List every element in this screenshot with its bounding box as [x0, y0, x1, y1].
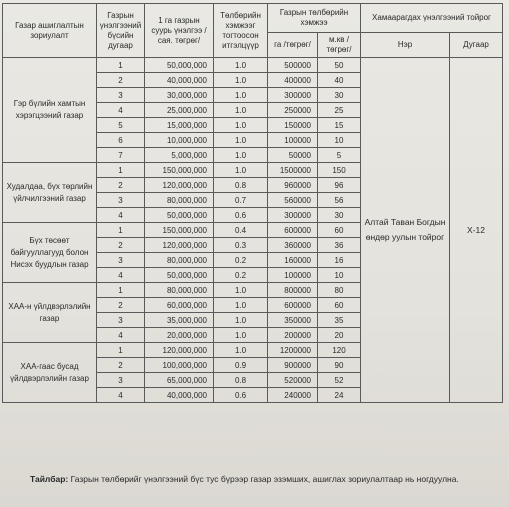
fee-ha-cell: 800000 — [268, 283, 318, 298]
fee-ha-cell: 350000 — [268, 313, 318, 328]
zone-cell: 1 — [97, 163, 145, 178]
fee-m2-cell: 5 — [318, 148, 361, 163]
fee-ha-cell: 50000 — [268, 148, 318, 163]
coefficient-cell: 1.0 — [214, 73, 268, 88]
fee-ha-cell: 200000 — [268, 328, 318, 343]
header-price-per-ha: 1 га газрын суурь үнэлгээ /сая. төгрөг/ — [145, 4, 214, 58]
fee-ha-cell: 300000 — [268, 88, 318, 103]
header-fee-group: Газрын төлбөрийн хэмжээ — [268, 4, 361, 33]
fee-ha-cell: 150000 — [268, 118, 318, 133]
land-fee-table — [2, 3, 503, 403]
price-cell: 120,000,000 — [145, 238, 214, 253]
coefficient-cell: 0.7 — [214, 193, 268, 208]
fee-m2-cell: 10 — [318, 268, 361, 283]
fee-ha-cell: 600000 — [268, 223, 318, 238]
zone-cell: 4 — [97, 268, 145, 283]
price-cell: 50,000,000 — [145, 268, 214, 283]
coefficient-cell: 1.0 — [214, 343, 268, 358]
fee-m2-cell: 24 — [318, 388, 361, 403]
fee-m2-cell: 80 — [318, 283, 361, 298]
header-coefficient: Төлбөрийн хэмжээг тогтоосон итгэлцүүр — [214, 4, 268, 58]
fee-m2-cell: 40 — [318, 73, 361, 88]
fee-m2-cell: 36 — [318, 238, 361, 253]
land-type-cell: ХАА-гаас бусад үйлдвэрлэлийн газар — [3, 343, 97, 403]
zone-cell: 1 — [97, 283, 145, 298]
fee-m2-cell: 15 — [318, 118, 361, 133]
land-type-cell: Гэр бүлийн хамтын хэрэгцээний газар — [3, 58, 97, 163]
zone-cell: 7 — [97, 148, 145, 163]
footnote — [30, 472, 500, 487]
zone-cell: 2 — [97, 358, 145, 373]
zone-cell: 6 — [97, 133, 145, 148]
fee-m2-cell: 16 — [318, 253, 361, 268]
fee-ha-cell: 360000 — [268, 238, 318, 253]
price-cell: 120,000,000 — [145, 343, 214, 358]
fee-m2-cell: 52 — [318, 373, 361, 388]
coefficient-cell: 0.8 — [214, 373, 268, 388]
zone-cell: 3 — [97, 313, 145, 328]
coefficient-cell: 0.6 — [214, 388, 268, 403]
table-row — [3, 58, 503, 73]
zone-cell: 4 — [97, 388, 145, 403]
price-cell: 80,000,000 — [145, 193, 214, 208]
header-owner-group: Хамаарагдах үнэлгээний тойрог — [361, 4, 503, 33]
price-cell: 40,000,000 — [145, 73, 214, 88]
coefficient-cell: 0.4 — [214, 223, 268, 238]
zone-cell: 2 — [97, 238, 145, 253]
price-cell: 120,000,000 — [145, 178, 214, 193]
price-cell: 25,000,000 — [145, 103, 214, 118]
fee-m2-cell: 25 — [318, 103, 361, 118]
zone-cell: 1 — [97, 343, 145, 358]
price-cell: 150,000,000 — [145, 223, 214, 238]
fee-ha-cell: 600000 — [268, 298, 318, 313]
fee-m2-cell: 96 — [318, 178, 361, 193]
fee-m2-cell: 56 — [318, 193, 361, 208]
coefficient-cell: 1.0 — [214, 313, 268, 328]
land-type-cell: Худалдаа, бүх төрлийн үйлчилгээний газар — [3, 163, 97, 223]
fee-m2-cell: 120 — [318, 343, 361, 358]
coefficient-cell: 1.0 — [214, 103, 268, 118]
fee-ha-cell: 1200000 — [268, 343, 318, 358]
price-cell: 150,000,000 — [145, 163, 214, 178]
zone-cell: 3 — [97, 193, 145, 208]
fee-m2-cell: 35 — [318, 313, 361, 328]
price-cell: 50,000,000 — [145, 208, 214, 223]
header-fee-ha: га /төгрөг/ — [268, 33, 318, 58]
coefficient-cell: 0.2 — [214, 253, 268, 268]
coefficient-cell: 1.0 — [214, 118, 268, 133]
fee-m2-cell: 10 — [318, 133, 361, 148]
fee-ha-cell: 1500000 — [268, 163, 318, 178]
owner-code-cell: Х-12 — [450, 58, 503, 403]
fee-m2-cell: 90 — [318, 358, 361, 373]
price-cell: 50,000,000 — [145, 58, 214, 73]
price-cell: 10,000,000 — [145, 133, 214, 148]
price-cell: 100,000,000 — [145, 358, 214, 373]
zone-cell: 3 — [97, 88, 145, 103]
footnote-text: Газрын төлбөрийг үнэлгээний бүс тус бүрээр газар эзэмших, ашиглах зориулалтаар нь ногдуулна. — [70, 474, 459, 484]
coefficient-cell: 1.0 — [214, 133, 268, 148]
zone-cell: 3 — [97, 373, 145, 388]
coefficient-cell: 1.0 — [214, 328, 268, 343]
coefficient-cell: 0.6 — [214, 208, 268, 223]
footnote-label: Тайлбар: — [30, 474, 69, 484]
fee-m2-cell: 150 — [318, 163, 361, 178]
fee-m2-cell: 20 — [318, 328, 361, 343]
coefficient-cell: 0.2 — [214, 268, 268, 283]
fee-ha-cell: 100000 — [268, 268, 318, 283]
price-cell: 5,000,000 — [145, 148, 214, 163]
fee-ha-cell: 520000 — [268, 373, 318, 388]
fee-m2-cell: 30 — [318, 208, 361, 223]
fee-m2-cell: 30 — [318, 88, 361, 103]
price-cell: 65,000,000 — [145, 373, 214, 388]
price-cell: 20,000,000 — [145, 328, 214, 343]
fee-ha-cell: 560000 — [268, 193, 318, 208]
zone-cell: 3 — [97, 253, 145, 268]
header-owner-name: Нэр — [361, 33, 450, 58]
price-cell: 40,000,000 — [145, 388, 214, 403]
fee-ha-cell: 160000 — [268, 253, 318, 268]
price-cell: 60,000,000 — [145, 298, 214, 313]
zone-cell: 2 — [97, 298, 145, 313]
fee-ha-cell: 960000 — [268, 178, 318, 193]
coefficient-cell: 0.9 — [214, 358, 268, 373]
owner-name-cell: Алтай Таван Богдын өндөр уулын тойрог — [361, 58, 450, 403]
coefficient-cell: 1.0 — [214, 148, 268, 163]
coefficient-cell: 0.3 — [214, 238, 268, 253]
fee-ha-cell: 100000 — [268, 133, 318, 148]
fee-ha-cell: 240000 — [268, 388, 318, 403]
coefficient-cell: 1.0 — [214, 298, 268, 313]
fee-ha-cell: 300000 — [268, 208, 318, 223]
fee-ha-cell: 400000 — [268, 73, 318, 88]
header-land-type: Газар ашиглалтын зориулалт — [3, 4, 97, 58]
price-cell: 80,000,000 — [145, 253, 214, 268]
coefficient-cell: 1.0 — [214, 163, 268, 178]
fee-ha-cell: 250000 — [268, 103, 318, 118]
price-cell: 30,000,000 — [145, 88, 214, 103]
fee-ha-cell: 900000 — [268, 358, 318, 373]
header-zone: Газрын үнэлгээний бүсийн дугаар — [97, 4, 145, 58]
coefficient-cell: 0.8 — [214, 178, 268, 193]
fee-m2-cell: 50 — [318, 58, 361, 73]
zone-cell: 4 — [97, 103, 145, 118]
coefficient-cell: 1.0 — [214, 88, 268, 103]
header-fee-m2: м.кв /төгрөг/ — [318, 33, 361, 58]
land-type-cell: ХАА-н үйлдвэрлэлийн газар — [3, 283, 97, 343]
zone-cell: 1 — [97, 58, 145, 73]
coefficient-cell: 1.0 — [214, 283, 268, 298]
header-owner-code: Дугаар — [450, 33, 503, 58]
fee-ha-cell: 500000 — [268, 58, 318, 73]
zone-cell: 5 — [97, 118, 145, 133]
coefficient-cell: 1.0 — [214, 58, 268, 73]
land-type-cell: Бүх төсөөт байгууллагууд болон Нисэх буудлын газар — [3, 223, 97, 283]
fee-m2-cell: 60 — [318, 223, 361, 238]
zone-cell: 2 — [97, 73, 145, 88]
zone-cell: 4 — [97, 328, 145, 343]
zone-cell: 2 — [97, 178, 145, 193]
fee-m2-cell: 60 — [318, 298, 361, 313]
price-cell: 15,000,000 — [145, 118, 214, 133]
price-cell: 80,000,000 — [145, 283, 214, 298]
zone-cell: 1 — [97, 223, 145, 238]
table-body — [3, 58, 503, 403]
zone-cell: 4 — [97, 208, 145, 223]
price-cell: 35,000,000 — [145, 313, 214, 328]
